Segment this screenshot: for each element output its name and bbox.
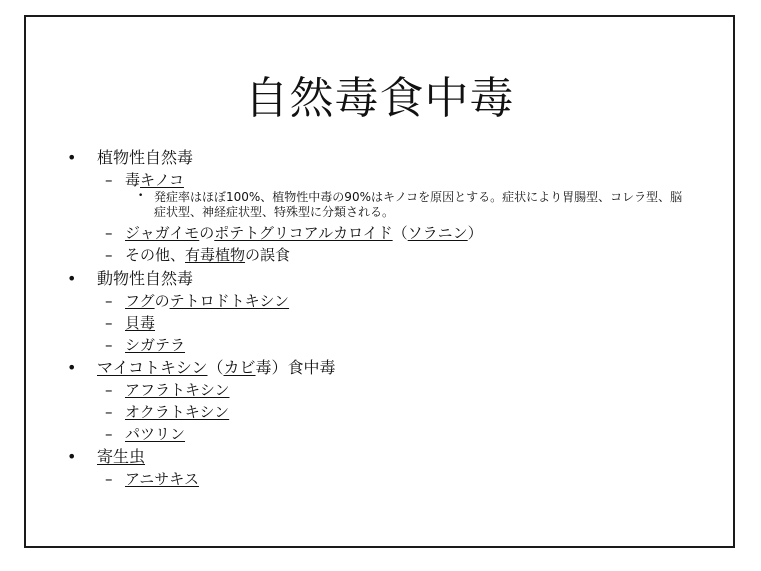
bullet-marker: • — [67, 358, 77, 377]
link-fugu[interactable]: フグ — [125, 292, 155, 310]
section-heading-parasites — [97, 449, 145, 465]
bullet-marker: • — [67, 269, 77, 288]
slide-title: 自然毒食中毒 — [244, 73, 515, 124]
dash-marker: – — [105, 470, 113, 488]
heading-suffix: 毒）食中毒 — [255, 358, 336, 377]
paren-close: ） — [467, 224, 483, 242]
section-heading-animal-toxins: 動物性自然毒 — [97, 269, 194, 288]
list-item-suffix: の誤食 — [245, 246, 291, 264]
link-mushroom[interactable]: キノコ — [140, 171, 184, 189]
list-item-mushroom — [125, 173, 184, 188]
link-potato-glycoalkaloid[interactable]: ポテトグリコアルカロイド — [214, 224, 393, 242]
link-tetrodotoxin[interactable]: テトロドトキシン — [169, 292, 290, 310]
list-item-shellfish — [125, 316, 155, 331]
list-item-aflatoxin — [125, 383, 229, 398]
list-item-connector: の — [199, 224, 215, 242]
dash-marker: – — [105, 224, 113, 242]
link-potato[interactable]: ジャガイモ — [125, 224, 200, 242]
link-shellfish-poison[interactable]: 貝毒 — [125, 314, 156, 332]
dash-marker: – — [105, 246, 113, 264]
link-anisakis[interactable]: アニサキス — [125, 470, 199, 488]
slide-frame — [24, 15, 735, 548]
list-item-prefix: 毒 — [125, 171, 141, 189]
link-ciguatera[interactable]: シガテラ — [125, 336, 186, 354]
link-ochratoxin[interactable]: オクラトキシン — [125, 403, 230, 421]
list-item-other-plants — [125, 248, 290, 263]
link-parasite[interactable]: 寄生虫 — [97, 447, 146, 466]
dash-marker: – — [105, 336, 113, 354]
link-patulin[interactable]: パツリン — [125, 425, 186, 443]
list-item-ochratoxin — [125, 405, 229, 420]
section-heading-mycotoxins — [97, 360, 336, 376]
dash-marker: – — [105, 171, 113, 189]
bullet-marker: • — [67, 447, 77, 466]
list-item-fugu — [125, 294, 289, 309]
section-heading-plant-toxins: 植物性自然毒 — [97, 148, 194, 167]
link-mold[interactable]: カビ — [223, 358, 256, 377]
link-aflatoxin[interactable]: アフラトキシン — [125, 381, 230, 399]
list-item-prefix: その他、 — [125, 246, 186, 264]
list-item-ciguatera — [125, 338, 185, 353]
paren-open: （ — [207, 358, 224, 377]
list-item-anisakis — [125, 472, 199, 487]
mushroom-detail-text: 発症率はほぼ100%、植物性中毒の90%はキノコを原因とする。症状により胃腸型、コレラ型、脳症状型、神経症状型、特殊型に分類される。 — [154, 190, 683, 219]
list-item-patulin — [125, 427, 185, 442]
dash-marker: – — [105, 314, 113, 332]
dash-marker: – — [105, 425, 113, 443]
bullet-marker: • — [138, 191, 144, 201]
list-item-potato — [125, 226, 483, 241]
link-mycotoxin[interactable]: マイコトキシン — [97, 358, 208, 377]
dash-marker: – — [105, 292, 113, 310]
dash-marker: – — [105, 381, 113, 399]
bullet-marker: • — [67, 148, 77, 167]
link-solanine[interactable]: ソラニン — [407, 224, 468, 242]
dash-marker: – — [105, 403, 113, 421]
list-item-connector: の — [154, 292, 170, 310]
slide-outline — [26, 17, 733, 546]
paren-open: （ — [392, 224, 408, 242]
link-toxic-plants[interactable]: 有毒植物 — [185, 246, 246, 264]
